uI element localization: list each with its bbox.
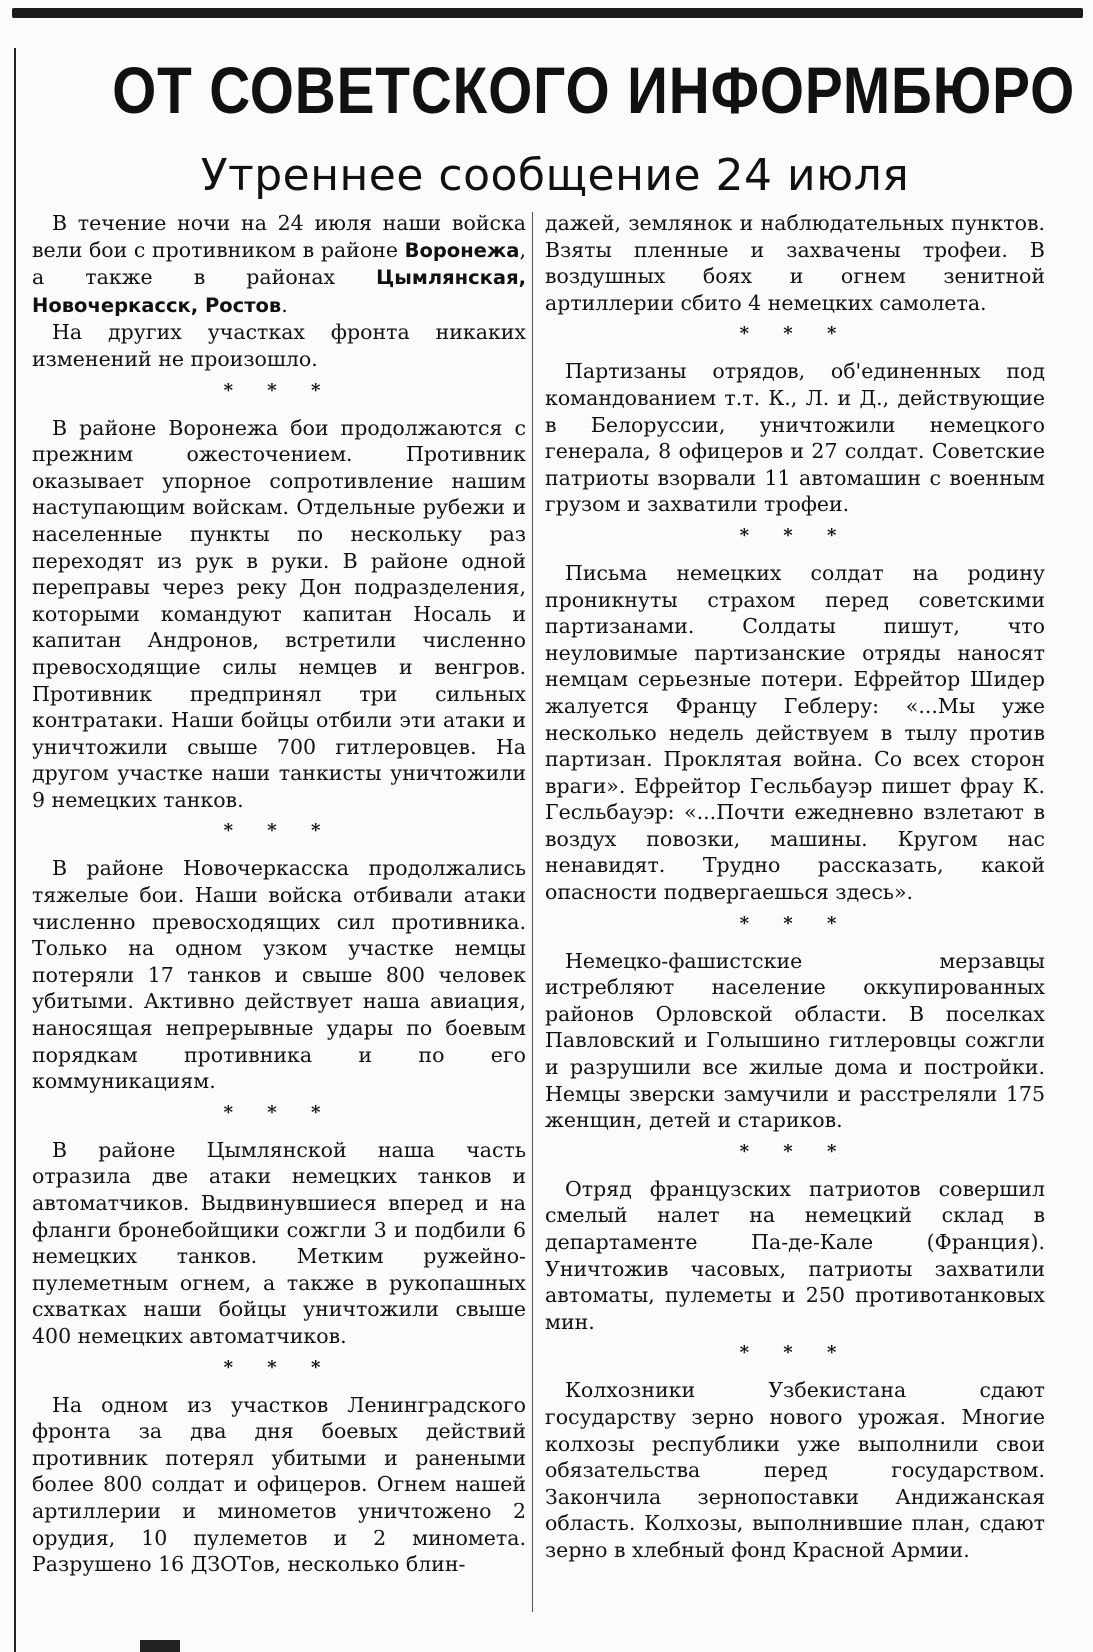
intro-places: Цымлянская, Новочеркасск, Ростов	[32, 266, 526, 317]
paragraph-leningrad: На одном из участков Ленинградского фронта за два дня боевых действий противник потерял убитыми и ранеными более 800 солдат и офицеров. Огнем нашей артиллерии и минометов уничтожено 2 орудия, 10 пулеметов и 2 миномета. Разрушено 16 ДЗОТов, несколько блин-	[32, 1392, 526, 1577]
section-separator: * * *	[223, 820, 335, 842]
right-column	[545, 210, 1045, 1564]
left-column	[32, 210, 526, 1578]
column-divider	[532, 212, 533, 1612]
paragraph-french-patriots: Отряд французских патриотов совершил смелый налет на немецкий склад в департаменте Па-де-Кале (Франция). Уничтожив часовых, патриоты захватили автоматы, пулеметы и 250 противотанковых мин.	[545, 1176, 1045, 1334]
paragraph-uzbekistan: Колхозники Узбекистана сдают государству зерно нового урожая. Многие колхозы республики уже выполнили свои обязательства перед государством. Закончила зернопоставки Андижанская область. Колхозы, выполнившие план, сдают зерно в хлебный фонд Красной Армии.	[545, 1378, 1045, 1562]
intro-text-mid: , а также в районах	[32, 237, 526, 290]
paragraph-soldier-letters: Письма немецких солдат на родину проникнуты страхом перед советскими партизанами. Солдаты пишут, что неуловимые партизанские отряды наносят немцам серьезные потери. Ефрейтор Шидер жалуется Францу Геблеру: «...Мы уже несколько недель действуем в тылу против партизан. Проклятая война. Со всех сторон враги». Ефрейтор Гесльбауэр пишет фрау К. Гесльбауэр: «...Почти ежедневно взлетают в воздух повозки, машины. Кругом нас ненавидят. Трудно рассказать, какой опасности подвергаешься здесь».	[545, 560, 1045, 905]
section-separator: * * *	[223, 1356, 335, 1378]
cropped-next-heading	[140, 1640, 180, 1652]
page-title: ОТ СОВЕТСКОГО ИНФОРМБЮРО	[112, 53, 1076, 127]
paragraph-orel-region: Немецко-фашистские мерзавцы истребляют население оккупированных районов Орловской области. В поселках Павловский и Голышино гитлеровцы сожгли и разрушили все жилые дома и постройки. Немцы зверски замучили и расстреляли 175 женщин, детей и стариков.	[545, 948, 1045, 1133]
intro-place-voronezh: Воронежа	[404, 238, 520, 262]
paragraph-novocherkassk: В районе Новочеркасска продолжались тяжелые бои. Наши войска отбивали атаки численно превосходящих сил противника. Только на одном узком участке немцы потеряли 17 танков и свыше 800 человек убитыми. Активно действует наша авиация, наносящая непрерывные удары по боевым порядкам противника и по его коммуникациям.	[32, 856, 526, 1094]
intro-text-start: В течение ночи на 24 июля наши войска вели бои с противником в районе	[32, 211, 526, 262]
paragraph-tsimlyanskaya: В районе Цымлянской наша часть отразила две атаки немецких танков и автоматчиков. Выдвинувшиеся вперед и на фланги бронебойщики сожгли 3 и подбили 6 немецких танков. Метким ружейно-пулеметным огнем, а также в рукопашных схватках наши бойцы уничтожили свыше 400 немецких автоматчиков.	[32, 1137, 526, 1348]
section-separator: * * *	[223, 1101, 335, 1123]
section-separator: * * *	[739, 323, 851, 345]
top-rule	[12, 8, 1083, 18]
page-subtitle: Утреннее сообщение 24 июля	[200, 150, 910, 201]
intro-text-end: .	[281, 292, 288, 317]
paragraph-partisans-belarus: Партизаны отрядов, об'единенных под командованием т.т. К., Л. и Д., действующие в Белоруссии, уничтожили немецкого генерала, 8 офицеров и 27 солдат. Советские патриоты взорвали 11 автомашин с военным грузом и захватили трофеи.	[545, 359, 1045, 517]
paragraph-intro	[32, 210, 526, 319]
paragraph-leningrad-continued: дажей, землянок и наблюдательных пунктов. Взяты пленные и захвачены трофеи. В воздушных боях и огнем зенитной артиллерии сбито 4 немецких самолета.	[545, 211, 1045, 315]
section-separator: * * *	[223, 379, 335, 401]
left-column-rule	[14, 48, 16, 1652]
section-separator: * * *	[739, 524, 851, 546]
paragraph-voronezh: В районе Воронежа бои продолжаются с прежним ожесточением. Противник оказывает упорное сопротивление нашим наступающим войскам. Отдельные рубежи и населенные пункты по нескольку раз переходят из рук в руки. В районе одной переправы через реку Дон подразделения, которыми командуют капитан Носаль и капитан Андронов, встретили численно превосходящие силы немцев и венгров. Противник предпринял три сильных контратаки. Наши бойцы отбили эти атаки и уничтожили свыше 700 гитлеровцев. На другом участке наши танкисты уничтожили 9 немецких танков.	[32, 415, 526, 812]
section-separator: * * *	[739, 1140, 851, 1162]
section-separator: * * *	[739, 912, 851, 934]
paragraph-intro-tail: На других участках фронта никаких изменений не произошло.	[32, 320, 526, 371]
section-separator: * * *	[739, 1342, 851, 1364]
